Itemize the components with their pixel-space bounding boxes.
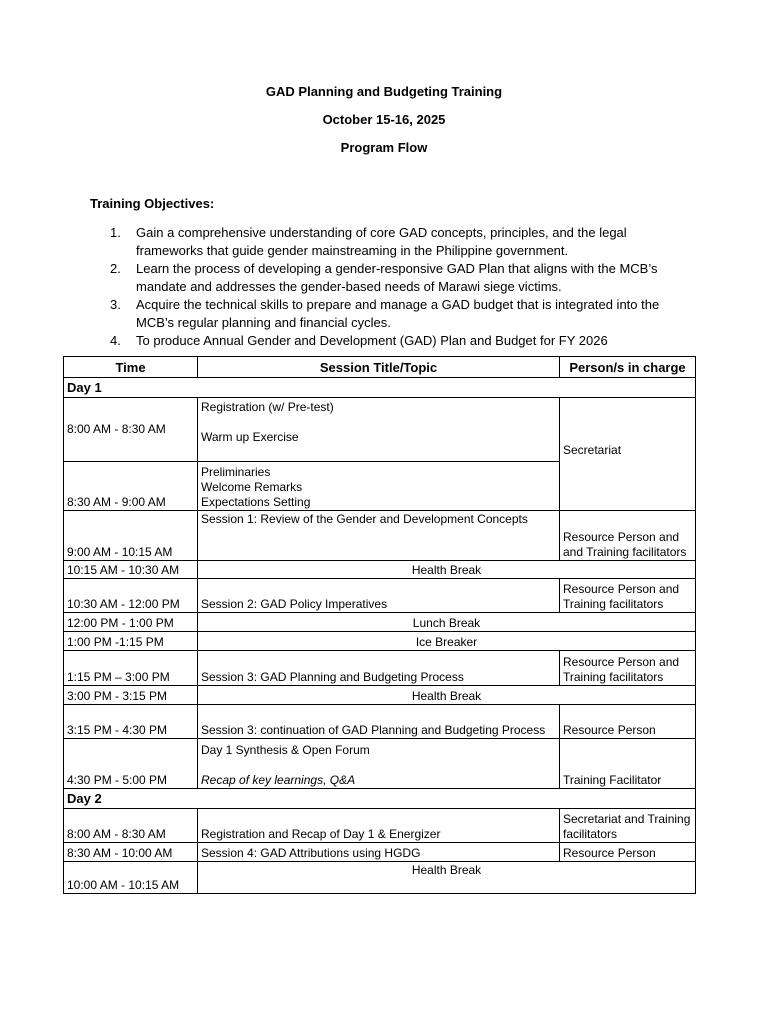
- session-cell: Registration and Recap of Day 1 & Energizer: [198, 809, 560, 843]
- session-line: Expectations Setting: [201, 495, 311, 509]
- table-row: [64, 651, 696, 686]
- table-row: [64, 686, 696, 705]
- day-row: [64, 378, 696, 398]
- table-row: [64, 739, 696, 789]
- session-line: Preliminaries: [201, 465, 271, 479]
- session-cell: Session 2: GAD Policy Imperatives: [198, 579, 560, 613]
- table-row: [64, 561, 696, 579]
- time-cell: 8:00 AM - 8:30 AM: [64, 809, 198, 843]
- session-line: Welcome Remarks: [201, 480, 303, 494]
- session-cell: Session 1: Review of the Gender and Development Concepts: [198, 511, 560, 561]
- program-table: [63, 356, 696, 894]
- table-row: [64, 809, 696, 843]
- session-cell: [198, 462, 560, 511]
- time-cell: 12:00 PM - 1:00 PM: [64, 613, 198, 632]
- session-cell: Session 3: GAD Planning and Budgeting Process: [198, 651, 560, 686]
- objective-text: To produce Annual Gender and Development (GAD) Plan and Budget for FY 2026: [136, 333, 608, 348]
- table-header-row: [64, 357, 696, 378]
- break-cell: Lunch Break: [198, 613, 696, 632]
- time-cell: 3:15 PM - 4:30 PM: [64, 705, 198, 739]
- session-line: Registration (w/ Pre-test): [201, 400, 334, 414]
- time-cell: 10:30 AM - 12:00 PM: [64, 579, 198, 613]
- person-cell: Resource Person and Training facilitators: [560, 651, 696, 686]
- person-cell: Secretariat: [560, 398, 696, 511]
- session-cell: Session 3: continuation of GAD Planning and Budgeting Process: [198, 705, 560, 739]
- objective-text: Gain a comprehensive understanding of core GAD concepts, principles, and the legal frameworks that guide gender mainstreaming in the Philippine government.: [136, 225, 627, 258]
- person-cell: Resource Person and and Training facilitators: [560, 511, 696, 561]
- time-cell: 8:30 AM - 9:00 AM: [64, 462, 198, 511]
- objective-number: 1.: [110, 225, 121, 240]
- time-cell: 4:30 PM - 5:00 PM: [64, 739, 198, 789]
- session-line: Day 1 Synthesis & Open Forum: [201, 743, 370, 757]
- objectives-heading: Training Objectives:: [90, 196, 215, 211]
- header-time: Time: [64, 357, 198, 378]
- session-cell: [198, 398, 560, 462]
- objective-text: Acquire the technical skills to prepare and manage a GAD budget that is integrated into the MCB’s regular planning and financial cycles.: [136, 297, 660, 330]
- objectives-list: [110, 224, 680, 351]
- table-row: [64, 613, 696, 632]
- time-cell: 9:00 AM - 10:15 AM: [64, 511, 198, 561]
- objective-item: [110, 224, 680, 259]
- session-cell: Session 4: GAD Attributions using HGDG: [198, 843, 560, 862]
- time-cell: 10:00 AM - 10:15 AM: [64, 862, 198, 894]
- session-line: Warm up Exercise: [201, 430, 299, 444]
- time-cell: 1:15 PM – 3:00 PM: [64, 651, 198, 686]
- break-cell: Health Break: [198, 686, 696, 705]
- header-session: Session Title/Topic: [198, 357, 560, 378]
- day-label: Day 2: [64, 789, 696, 809]
- break-cell: Health Break: [198, 561, 696, 579]
- time-cell: 3:00 PM - 3:15 PM: [64, 686, 198, 705]
- person-cell: Secretariat and Training facilitators: [560, 809, 696, 843]
- person-cell: Resource Person and Training facilitators: [560, 579, 696, 613]
- table-row: [64, 705, 696, 739]
- session-cell: [198, 739, 560, 789]
- time-cell: 8:00 AM - 8:30 AM: [64, 398, 198, 462]
- objective-item: [110, 332, 680, 350]
- person-cell: Resource Person: [560, 843, 696, 862]
- time-cell: 10:15 AM - 10:30 AM: [64, 561, 198, 579]
- table-row: [64, 398, 696, 462]
- objective-text: Learn the process of developing a gender-responsive GAD Plan that aligns with the MCB’s mandate and addresses the gender-based needs of Marawi siege victims.: [136, 261, 658, 294]
- objective-number: 4.: [110, 333, 121, 348]
- objective-number: 2.: [110, 261, 121, 276]
- time-cell: 8:30 AM - 10:00 AM: [64, 843, 198, 862]
- day-row: [64, 789, 696, 809]
- document-title: GAD Planning and Budgeting Training: [265, 84, 503, 99]
- person-cell: Resource Person: [560, 705, 696, 739]
- table-row: [64, 843, 696, 862]
- time-cell: 1:00 PM -1:15 PM: [64, 632, 198, 651]
- training-date: October 15-16, 2025: [322, 112, 446, 127]
- day-label: Day 1: [64, 378, 696, 398]
- break-cell: Health Break: [198, 862, 696, 894]
- session-line: Recap of key learnings, Q&A: [201, 773, 356, 787]
- person-cell: Training Facilitator: [560, 739, 696, 789]
- document-subtitle: Program Flow: [340, 140, 428, 155]
- header-person: Person/s in charge: [560, 357, 696, 378]
- objective-item: [110, 260, 680, 295]
- objective-number: 3.: [110, 297, 121, 312]
- table-row: [64, 579, 696, 613]
- table-row: [64, 632, 696, 651]
- table-row: [64, 511, 696, 561]
- break-cell: Ice Breaker: [198, 632, 696, 651]
- table-row: [64, 862, 696, 894]
- objective-item: [110, 296, 680, 331]
